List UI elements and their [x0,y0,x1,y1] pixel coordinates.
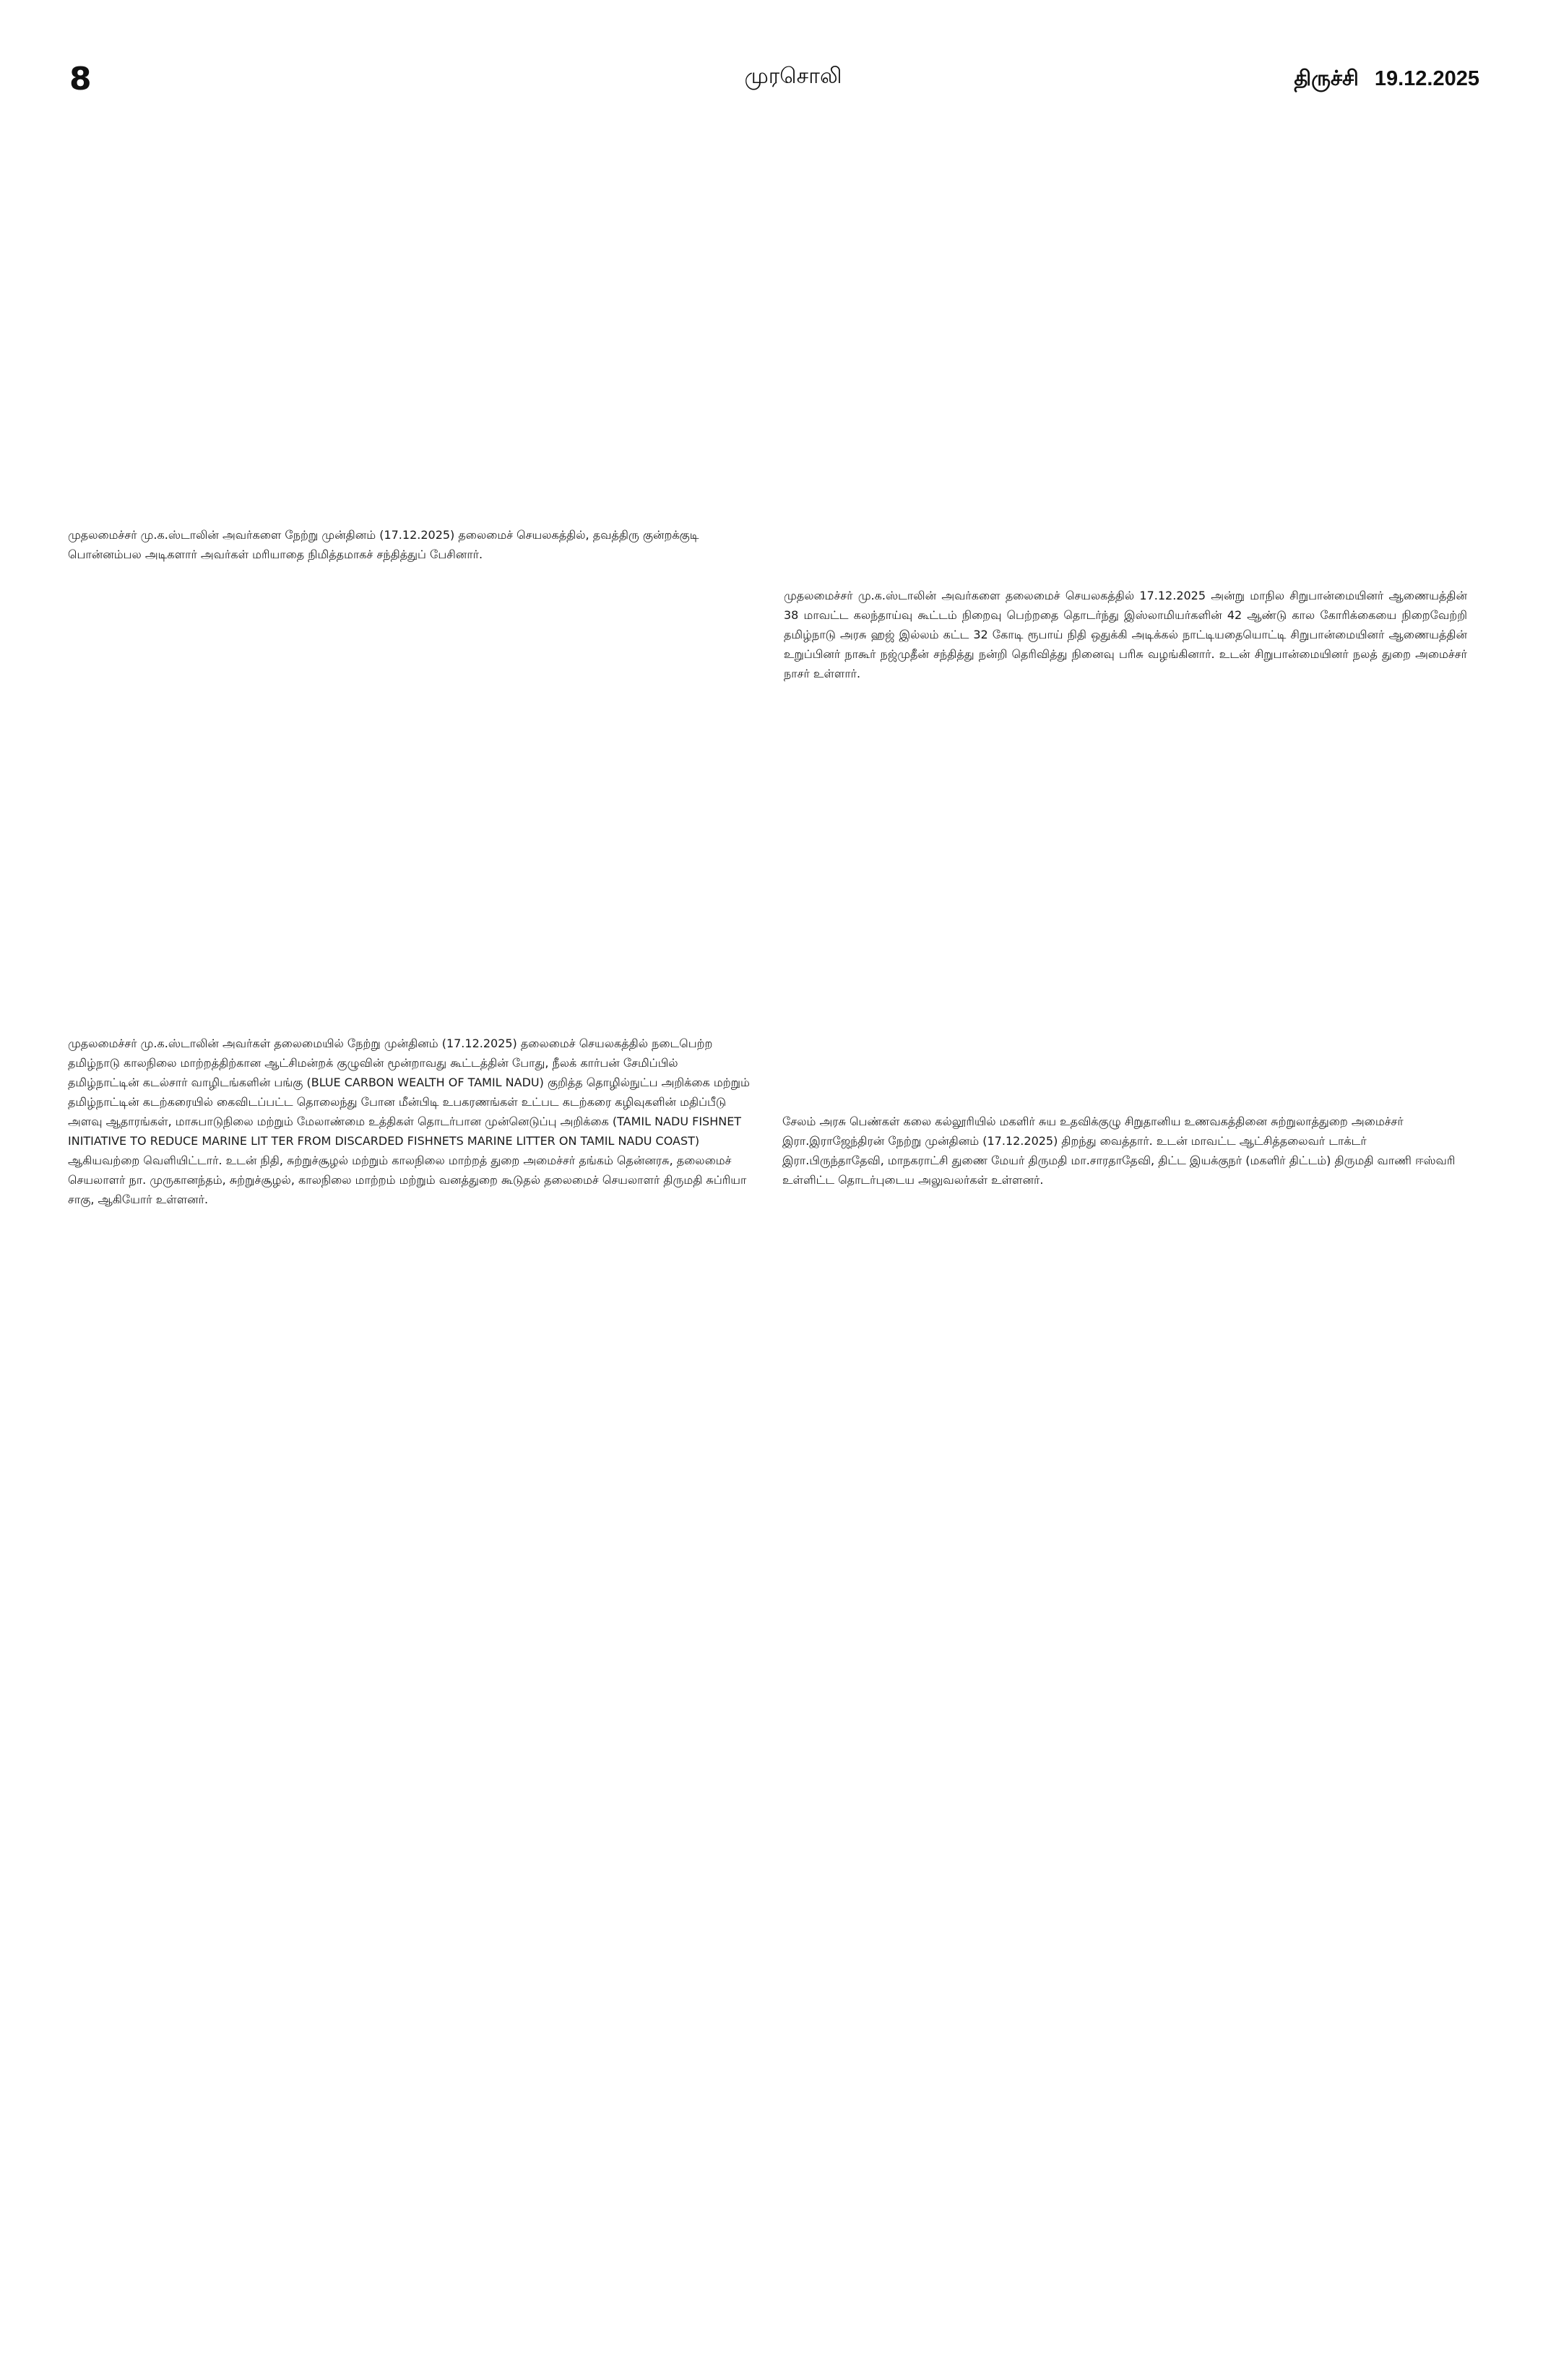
photo-caption: முதலமைச்சர் மு.க.ஸ்டாலின் அவர்கள் தலைமையில் நேற்று முன்தினம் (17.12.2025) தலைமைச் செயலகத்தில் நடைபெற்ற தமிழ்நாடு காலநிலை மாற்றத்திற்கான ஆட்சிமன்றக் குழுவின் மூன்றாவது கூட்டத்தின் போது, நீலக் கார்பன் சேமிப்பில் தமிழ்நாட்டின் கடல்சார் வாழிடங்களின் பங்கு (BLUE CARBON WEALTH OF TAMIL NADU) குறித்த தொழில்நுட்ப அறிக்கை மற்றும் தமிழ்நாட்டின் கடற்கரையில் கைவிடப்பட்ட தொலைந்து போன மீன்பிடி உபகரணங்கள் உட்பட கடற்கரை கழிவுகளின் மதிப்பீடு அளவு ஆதாரங்கள், மாசுபாடுநிலை மற்றும் மேலாண்மை உத்திகள் தொடர்பான முன்னெடுப்பு அறிக்கை (TAMIL NADU FISHNET INITIATIVE TO REDUCE MARINE LIT TER FROM DISCARDED FISHNETS MARINE LITTER ON TAMIL NADU COAST) ஆகியவற்றை வெளியிட்டார். உடன் நிதி, சுற்றுச்சூழல் மற்றும் காலநிலை மாற்றத் துறை அமைச்சர் தங்கம் தென்னரசு, தலைமைச் செயலாளர் நா. முருகானந்தம், சுற்றுச்சூழல், காலநிலை மாற்றம் மற்றும் வனத்துறை கூடுதல் தலைமைச் செயலாளர் திருமதி சுப்ரியா சாகு, ஆகியோர் உள்ளனர். [68,1037,750,1206]
photo-middle-right [784,693,1470,1098]
page-number: 8 [69,61,92,98]
edition-dateline [1294,64,1479,93]
issue-date: 19.12.2025 [1374,67,1479,90]
photo-caption: முதலமைச்சர் மு.க.ஸ்டாலின் அவர்களை தலைமைச் செயலகத்தில் 17.12.2025 அன்று மாநில சிறுபான்மையினர் ஆணையத்தின் 38 மாவட்ட கலந்தாய்வு கூட்டம் நிறைவு பெற்றதை தொடர்ந்து இஸ்லாமியர்களின் 42 ஆண்டு கால கோரிக்கையை நிறைவேற்றி தமிழ்நாடு அரசு ஹஜ் இல்லம் கட்ட 32 கோடி ரூபாய் நிதி ஒதுக்கி அடிக்கல் நாட்டியதையொட்டி சிறுபான்மையினர் ஆணையத்தின் உறுப்பினர் நாகூர் நஜ்முதீன் சந்தித்து நன்றி தெரிவித்து நினைவு பரிசு வழங்கினார். உடன் சிறுபான்மையினர் நலத் துறை அமைச்சர் நாசர் உள்ளார். [784,589,1468,680]
edition-name: திருச்சி [1294,66,1359,90]
photo-top-right [784,137,1470,571]
photo-middle-left [68,578,754,1018]
photo-caption: சேலம் அரசு பெண்கள் கலை கல்லூரியில் மகளிர் சுய உதவிக்குழு சிறுதானிய உணவகத்தினை சுற்றுலாத்துறை அமைச்சர் இரா.இராஜேந்திரன் நேற்று முன்தினம் (17.12.2025) திறந்து வைத்தார். உடன் மாவட்ட ஆட்சித்தலைவர் டாக்டர் இரா.பிருந்தாதேவி, மாநகராட்சி துணை மேயர் திருமதி மா.சாரதாதேவி, திட்ட இயக்குநர் (மகளிர் திட்டம்) திருமதி வாணி ஈஸ்வரி உள்ளிட்ட தொடர்புடைய அலுவலர்கள் உள்ளனர். [782,1115,1456,1187]
photo-caption: முதலமைச்சர் மு.க.ஸ்டாலின் அவர்களை நேற்று முன்தினம் (17.12.2025) தலைமைச் செயலகத்தில், தவத்திரு குன்றக்குடி பொன்னம்பல அடிகளார் அவர்கள் மரியாதை நிமித்தமாகச் சந்தித்துப் பேசினார். [68,528,699,561]
photo-top-left [68,137,754,513]
masthead-title: முரசொலி [744,64,842,89]
